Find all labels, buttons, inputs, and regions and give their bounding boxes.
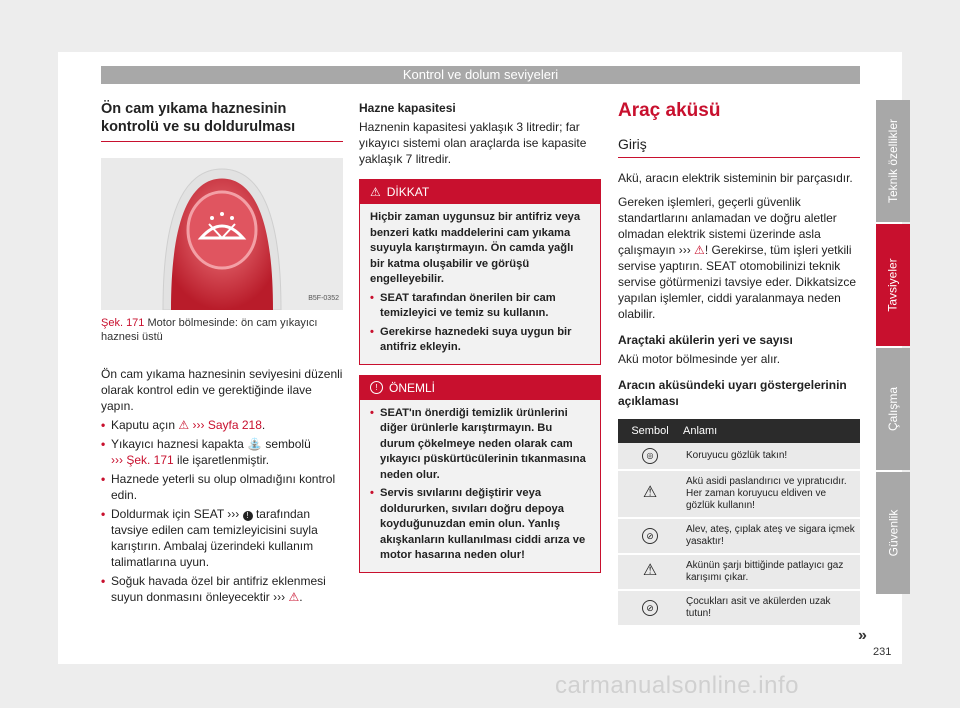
notice-header: ! ÖNEMLİ bbox=[360, 376, 600, 400]
list-item: • Haznede yeterli su olup olmadığını kontrol edin. bbox=[101, 472, 336, 502]
figure-link[interactable]: ››› Şek. 171 bbox=[111, 453, 174, 467]
page-number: 231 bbox=[873, 646, 892, 658]
notice-box bbox=[359, 375, 601, 573]
capacity-heading: Hazne kapasitesi bbox=[359, 101, 456, 115]
keep-children-away-icon: ⊘ bbox=[642, 600, 658, 616]
table-row: ⚠ Akü asidi paslandırıcı ve yıpratıcıdır. Her zaman koruyucu eldiven ve gözlük kullanın! bbox=[618, 470, 860, 518]
tab-calisma[interactable]: Çalışma bbox=[876, 348, 910, 470]
middle-column bbox=[359, 100, 601, 573]
info-circle-icon: ! bbox=[370, 381, 383, 394]
warning-triangle-icon: ⚠ bbox=[288, 590, 300, 604]
figure-ref: Şek. 171 bbox=[101, 317, 145, 329]
section-header: Kontrol ve dolum seviyeleri bbox=[101, 66, 860, 84]
location-heading: Araçtaki akülerin yeri ve sayısı bbox=[618, 333, 793, 347]
intro-paragraph: Ön cam yıkama haznesinin seviyesini düzenli olarak kontrol edin ve gerektiğinde ilave yapın. bbox=[101, 367, 343, 413]
warning-body: Hiçbir zaman uygunsuz bir antifriz veya benzeri katkı maddelerini cam yıkama suyuyla karıştırmayın. Ön camda yağlı bir katma oluşabilir ve görüşü engelleyebilir. • SEAT tarafından önerilen bir cam temizleyici ve temiz su kullanın. • Gerekirse haznedeki suya uygun bir antifriz ekleyin. bbox=[360, 204, 600, 364]
warning-header: ⚠ DİKKAT bbox=[360, 180, 600, 204]
warning-triangle-icon: ⚠ bbox=[370, 185, 381, 199]
indicator-heading: Aracın aküsündeki uyarı göstergelerinin açıklaması bbox=[618, 378, 847, 408]
tab-tavsiyeler[interactable]: Tavsiyeler bbox=[876, 224, 910, 346]
figure-caption bbox=[101, 316, 343, 344]
left-column bbox=[101, 100, 343, 605]
table-header-row: Sembol Anlamı bbox=[618, 419, 860, 443]
subtitle-rule bbox=[618, 157, 860, 158]
right-column bbox=[618, 100, 860, 627]
paragraph: Akü, aracın elektrik sisteminin bir parçasıdır. bbox=[618, 171, 853, 185]
no-fire-icon: ⊘ bbox=[642, 528, 658, 544]
title-rule bbox=[101, 141, 343, 142]
warning-triangle-icon: ⚠ bbox=[178, 418, 190, 432]
list-item: • Yıkayıcı haznesi kapakta ⛲ sembolü ››› Şek. 171 ile işaretlenmiştir. bbox=[101, 437, 311, 467]
notice-body bbox=[360, 400, 600, 572]
subsection-title: Giriş bbox=[618, 136, 647, 152]
list-item: • Soğuk havada özel bir antifriz eklenmesi suyun donmasını önleyecektir ››› ⚠. bbox=[101, 574, 326, 604]
watermark: carmanualsonline.info bbox=[555, 672, 799, 699]
goggles-icon: ◎ bbox=[642, 448, 658, 464]
info-icon: ! bbox=[243, 511, 253, 521]
page-link[interactable]: ››› Sayfa 218 bbox=[192, 418, 262, 432]
symbol-table bbox=[618, 419, 860, 627]
figure-code: B5F-0352 bbox=[308, 295, 339, 302]
figure-caption-text: Motor bölmesinde: ön cam yıkayıcı haznesi üstü bbox=[101, 317, 318, 343]
list-item: • Gerekirse haznedeki suya uygun bir antifriz ekleyin. bbox=[370, 325, 572, 353]
capacity-text: Haznenin kapasitesi yaklaşık 3 litredir; far yıkayıcı sistemi olan araçlarda ise kapasite yaklaşık 7 litredir. bbox=[359, 120, 587, 166]
table-row: ⊘ Çocukları asit ve akülerden uzak tutun! bbox=[618, 590, 860, 626]
table-row: ⚠ Akünün şarjı bittiğinde patlayıcı gaz karışımı çıkar. bbox=[618, 554, 860, 590]
section-title: Ön cam yıkama haznesinin kontrolü ve su doldurulması bbox=[101, 101, 296, 135]
continue-mark: » bbox=[858, 627, 867, 644]
tab-teknik-ozellikler[interactable]: Teknik özellikler bbox=[876, 100, 910, 222]
warning-box bbox=[359, 179, 601, 365]
washer-symbol-icon: ⛲ bbox=[247, 437, 263, 451]
list-item: • Doldurmak için SEAT ››› ! tarafından tavsiye edilen cam temizleyicisini suyla karıştırın. Ambalaj üzerindeki kullanım talimatlarına uyun. bbox=[101, 507, 318, 569]
explosion-warning-icon: ⚠ bbox=[642, 562, 658, 579]
location-text: Akü motor bölmesinde yer alır. bbox=[618, 352, 781, 366]
table-row: ⊘ Alev, ateş, çıplak ateş ve sigara içmek yasaktır! bbox=[618, 518, 860, 554]
chapter-title: Araç aküsü bbox=[618, 100, 721, 121]
list-item: • SEAT'ın önerdiği temizlik ürünlerini diğer ürünlerle karıştırmayın. Bu durum çökelmeye neden olarak cam yıkayıcı püskürtücülerinin tıkanmasına neden olur. bbox=[370, 406, 586, 481]
washer-cap-illustration bbox=[101, 158, 343, 310]
paragraph: Gereken işlemleri, geçerli güvenlik standartlarını anlamadan ve doğru aletler olmadan elektrik sistemi üzerinde asla çalışmayın ››› ⚠! Gerekirse, tüm işleri yetkili servise yaptırın. SEAT otomobilinizi teknik servise götürmenizi tavsiye eder. Dikkatsizce yapılan işlemler, ciddi yaralanmaya neden olabilir. bbox=[618, 195, 857, 321]
list-item: • SEAT tarafından önerilen bir cam temizleyici ve temiz su kullanın. bbox=[370, 291, 556, 319]
tab-guvenlik[interactable]: Güvenlik bbox=[876, 472, 910, 594]
list-item: • Servis sıvılarını değiştirir veya doldururken, sıvıları doğru depoya koyduğunuzdan emin olun. Yanlış akışkanların kullanılması ciddi arıza ve motor hasarına neden olur! bbox=[370, 487, 586, 561]
table-row: ◎ Koruyucu gözlük takın! bbox=[618, 443, 860, 470]
acid-warning-icon: ⚠ bbox=[642, 484, 658, 501]
list-item: • Kaputu açın ⚠ ››› Sayfa 218. bbox=[101, 418, 266, 432]
figure-washer-reservoir bbox=[101, 158, 343, 310]
warning-triangle-icon: ⚠ bbox=[694, 243, 705, 257]
